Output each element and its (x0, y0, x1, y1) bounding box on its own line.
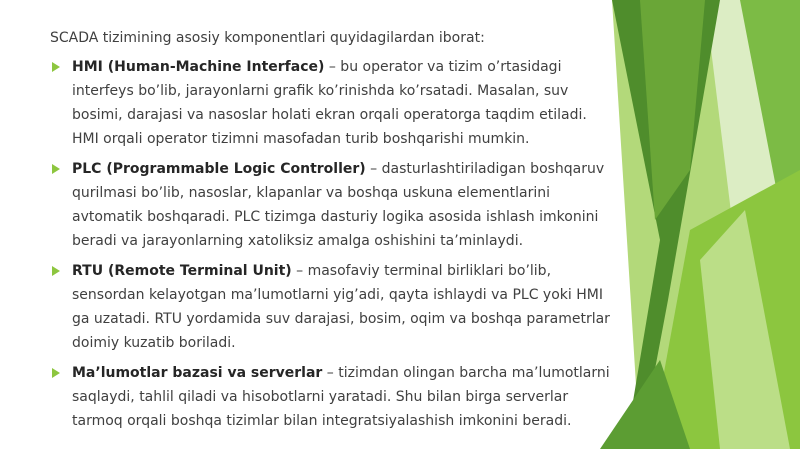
item-term: RTU (Remote Terminal Unit) (72, 263, 292, 279)
intro-text: SCADA tizimining asosiy komponentlari quyidagilardan iborat: (50, 30, 485, 46)
item-description: – tizimdan olingan barcha ma’lumotlarni saqlaydi, tahlil qiladi va hisobotlarni yaratadi. Shu bilan birga serverlar tarmoq orqali boshqa tizimlar bilan integratsiyalashish imkonini beradi. (72, 365, 610, 429)
item-description: – masofaviy terminal birliklari bo’lib, sensordan kelayotgan ma’lumotlarni yig’adi, qayta ishlaydi va PLC yoki HMI ga uzatadi. RTU yordamida suv darajasi, bosim, oqim va boshqa parametrlar doimiy kuzatib boriladi. (72, 263, 610, 351)
list-item-plc (50, 157, 610, 253)
triangle-bullet-icon (52, 62, 60, 72)
triangle-bullet-icon (52, 266, 60, 276)
list-item-hmi (50, 55, 610, 151)
list-item-database (50, 361, 610, 433)
list-item-rtu (50, 259, 610, 355)
item-description: – bu operator va tizim o’rtasidagi interfeys bo’lib, jarayonlarni grafik ko’rinishda ko’rsatadi. Masalan, suv bosimi, darajasi va nasoslar holati ekran orqali operatorga taqdim etiladi. HMI orqali operator tizimni masofadan turib boshqarishi mumkin. (72, 59, 587, 147)
item-description: – dasturlashtiriladigan boshqaruv qurilmasi bo’lib, nasoslar, klapanlar va boshqa uskuna elementlarini avtomatik boshqaradi. PLC tizimga dasturiy logika asosida ishlash imkonini beradi va jarayonlarning xatoliksiz amalga oshishini ta’minlaydi. (72, 161, 605, 249)
item-term: Ma’lumotlar bazasi va serverlar (72, 365, 323, 381)
item-term: HMI (Human-Machine Interface) (72, 59, 325, 75)
triangle-bullet-icon (52, 368, 60, 378)
component-list (50, 55, 610, 433)
triangle-bullet-icon (52, 164, 60, 174)
content-area (50, 27, 610, 439)
item-term: PLC (Programmable Logic Controller) (72, 161, 366, 177)
